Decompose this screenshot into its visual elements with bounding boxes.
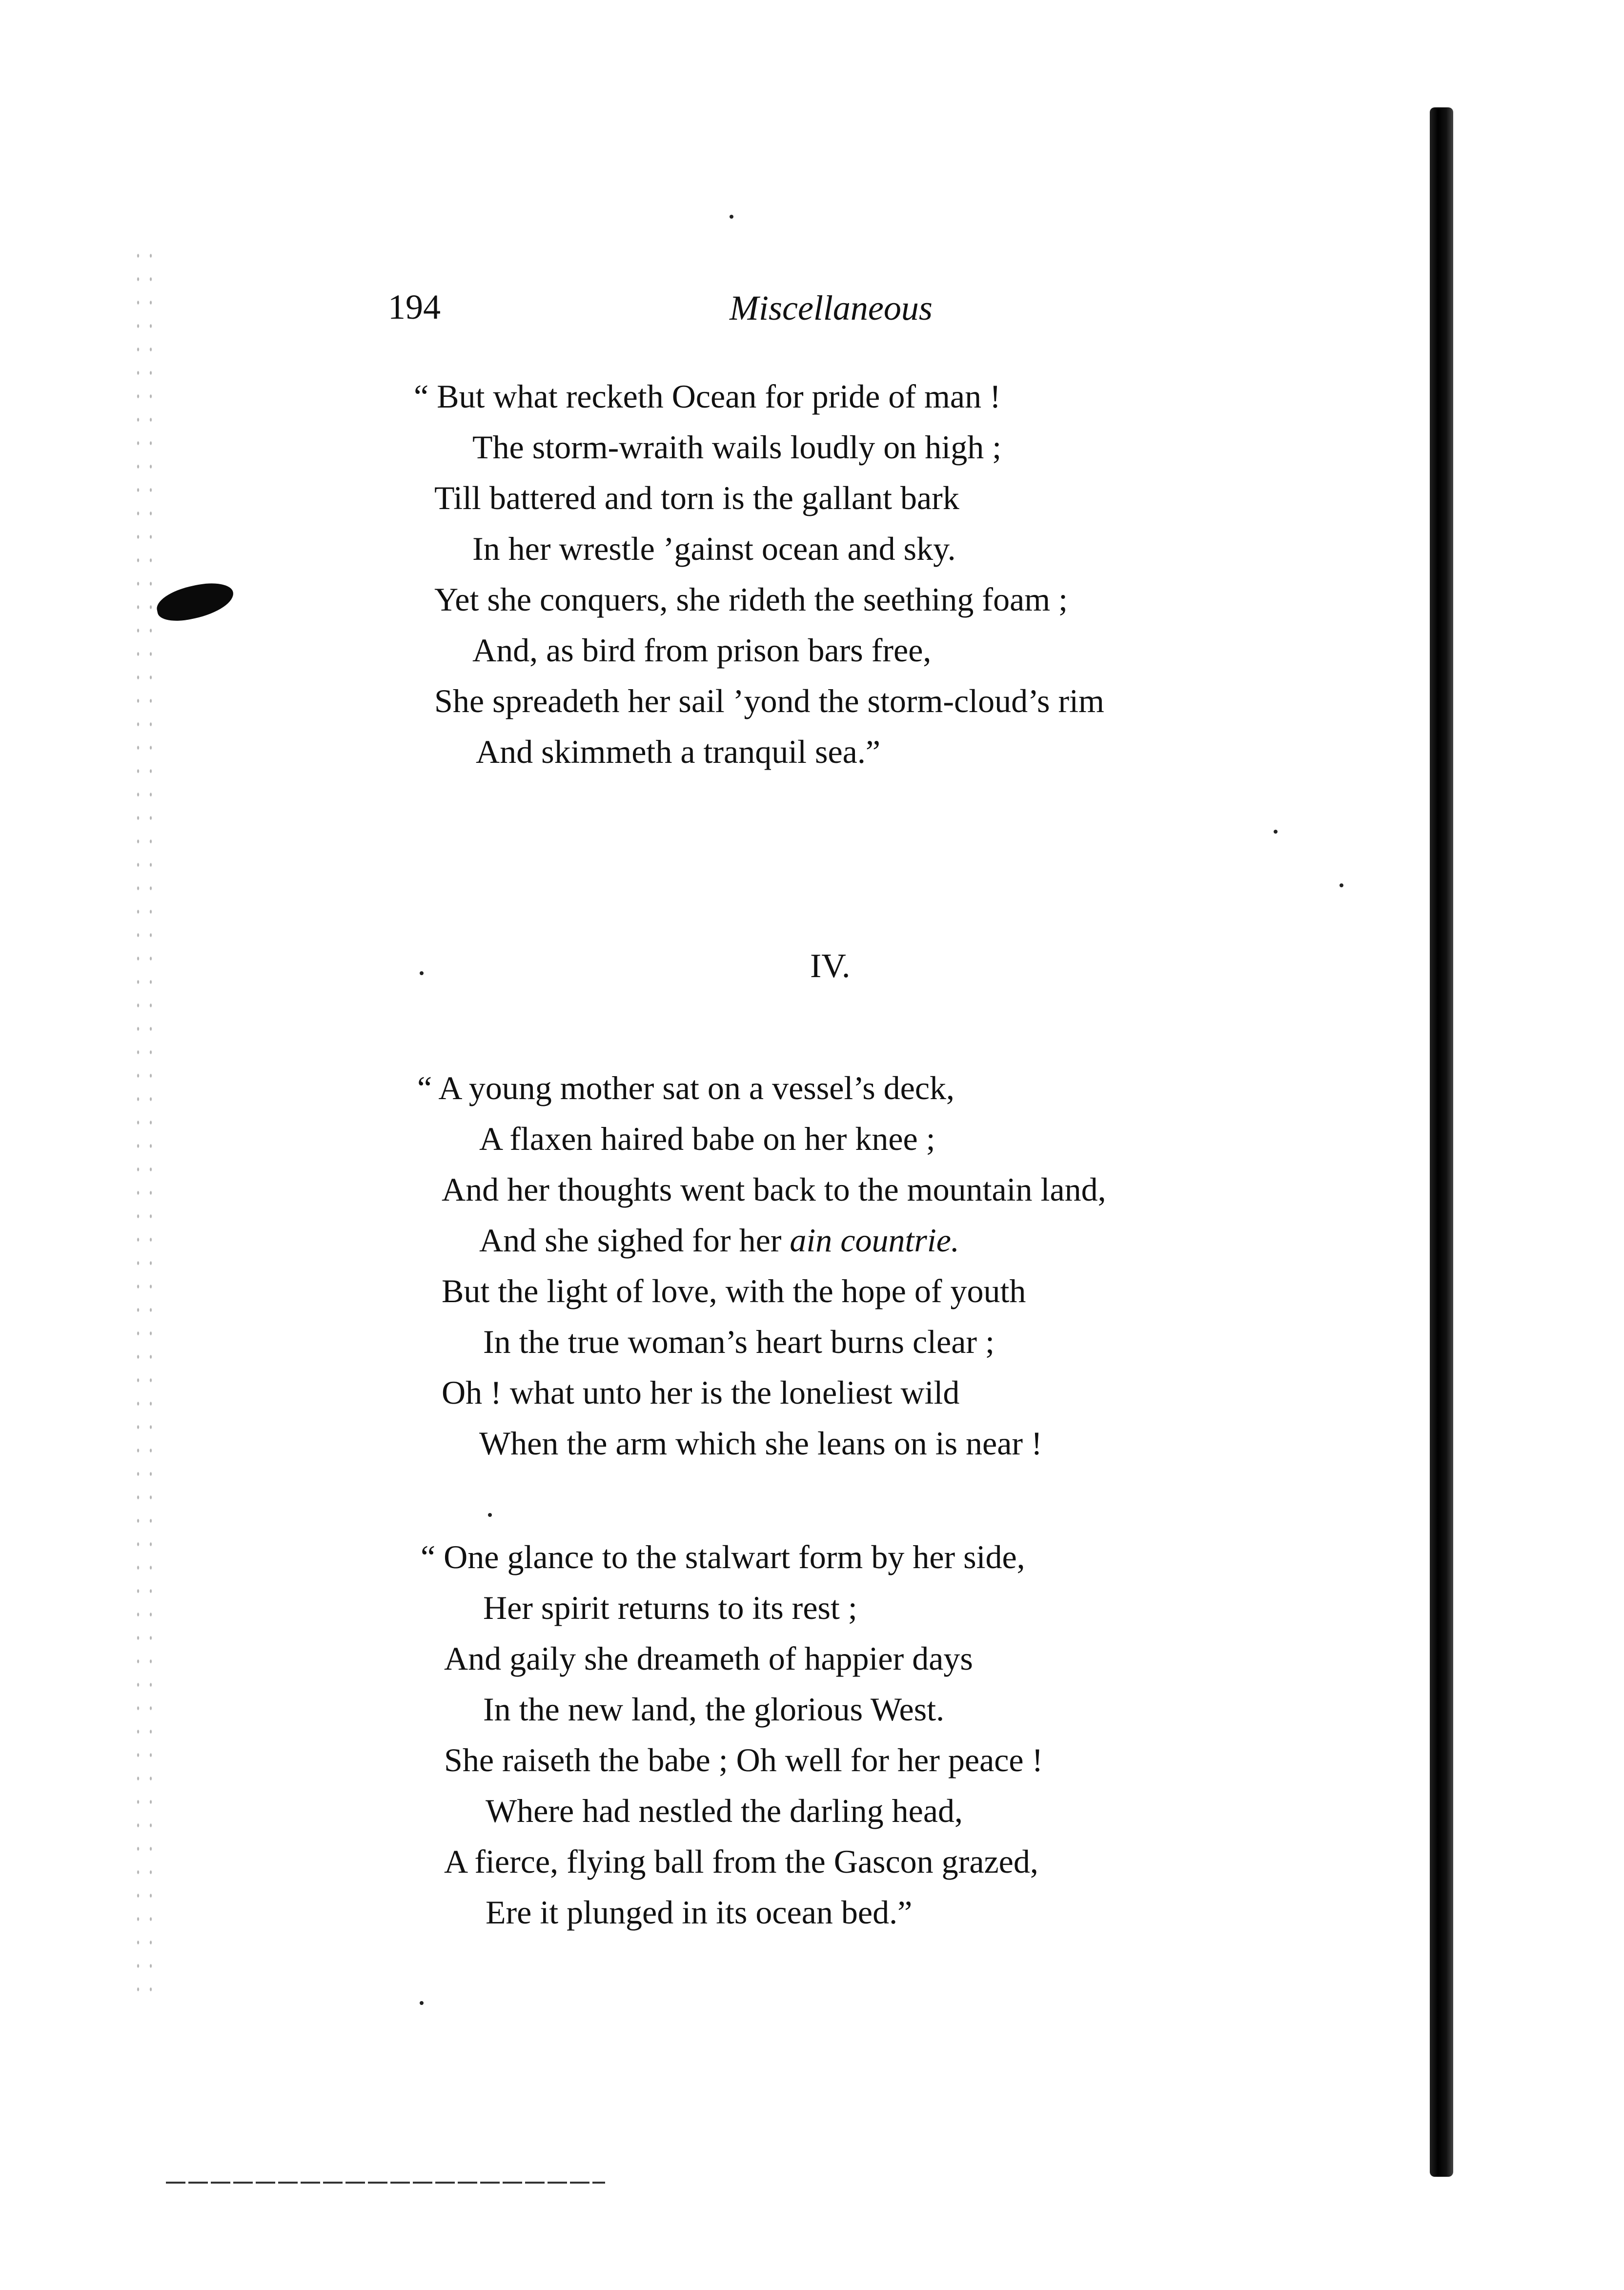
verse-line: Her spirit returns to its rest ; xyxy=(483,1589,857,1626)
verse-line-text: And she sighed for her xyxy=(479,1222,790,1259)
verse-line: When the arm which she leans on is near ! xyxy=(479,1425,1042,1462)
verse-line: Where had nestled the darling head, xyxy=(486,1792,963,1829)
verse-line: Till battered and torn is the gallant bark xyxy=(434,479,959,516)
verse-line: And her thoughts went back to the mountain land, xyxy=(442,1171,1106,1208)
bottom-rule xyxy=(166,2182,605,2184)
running-title: Miscellaneous xyxy=(730,288,933,327)
speck xyxy=(420,971,424,975)
verse-line: And, as bird from prison bars free, xyxy=(472,632,932,669)
speck xyxy=(1274,830,1278,834)
speck xyxy=(730,215,733,219)
italic-phrase: ain countrie. xyxy=(790,1222,959,1259)
verse-line: “ A young mother sat on a vessel’s deck, xyxy=(417,1069,955,1106)
verse-line xyxy=(479,1224,959,1257)
verse-line: “ But what recketh Ocean for pride of man ! xyxy=(414,378,1001,415)
speck xyxy=(420,2001,424,2005)
speck xyxy=(1340,883,1343,887)
page-number: 194 xyxy=(388,287,441,327)
verse-line: In her wrestle ’gainst ocean and sky. xyxy=(472,530,956,567)
left-margin-specks xyxy=(132,244,161,2001)
verse-line: In the true woman’s heart burns clear ; xyxy=(483,1323,995,1360)
verse-line: “ One glance to the stalwart form by her side, xyxy=(421,1538,1025,1575)
verse-line: She raiseth the babe ; Oh well for her peace ! xyxy=(444,1741,1043,1779)
section-numeral: IV. xyxy=(810,947,851,985)
verse-line: She spreadeth her sail ’yond the storm-cloud’s rim xyxy=(434,682,1104,719)
verse-line: A fierce, flying ball from the Gascon grazed, xyxy=(444,1843,1038,1880)
binding-edge xyxy=(1430,107,1453,2177)
verse-line: Ere it plunged in its ocean bed.” xyxy=(486,1894,913,1931)
verse-line: And skimmeth a tranquil sea.” xyxy=(476,733,881,770)
verse-line: But the light of love, with the hope of youth xyxy=(442,1272,1026,1309)
ink-blot xyxy=(154,578,237,626)
verse-line: Yet she conquers, she rideth the seething foam ; xyxy=(434,581,1068,618)
verse-line: A flaxen haired babe on her knee ; xyxy=(479,1120,935,1157)
verse-line: Oh ! what unto her is the loneliest wild xyxy=(442,1374,960,1411)
verse-line: And gaily she dreameth of happier days xyxy=(444,1640,973,1677)
verse-line: In the new land, the glorious West. xyxy=(483,1691,945,1728)
speck xyxy=(488,1513,492,1517)
verse-line: The storm-wraith wails loudly on high ; xyxy=(472,429,1002,466)
